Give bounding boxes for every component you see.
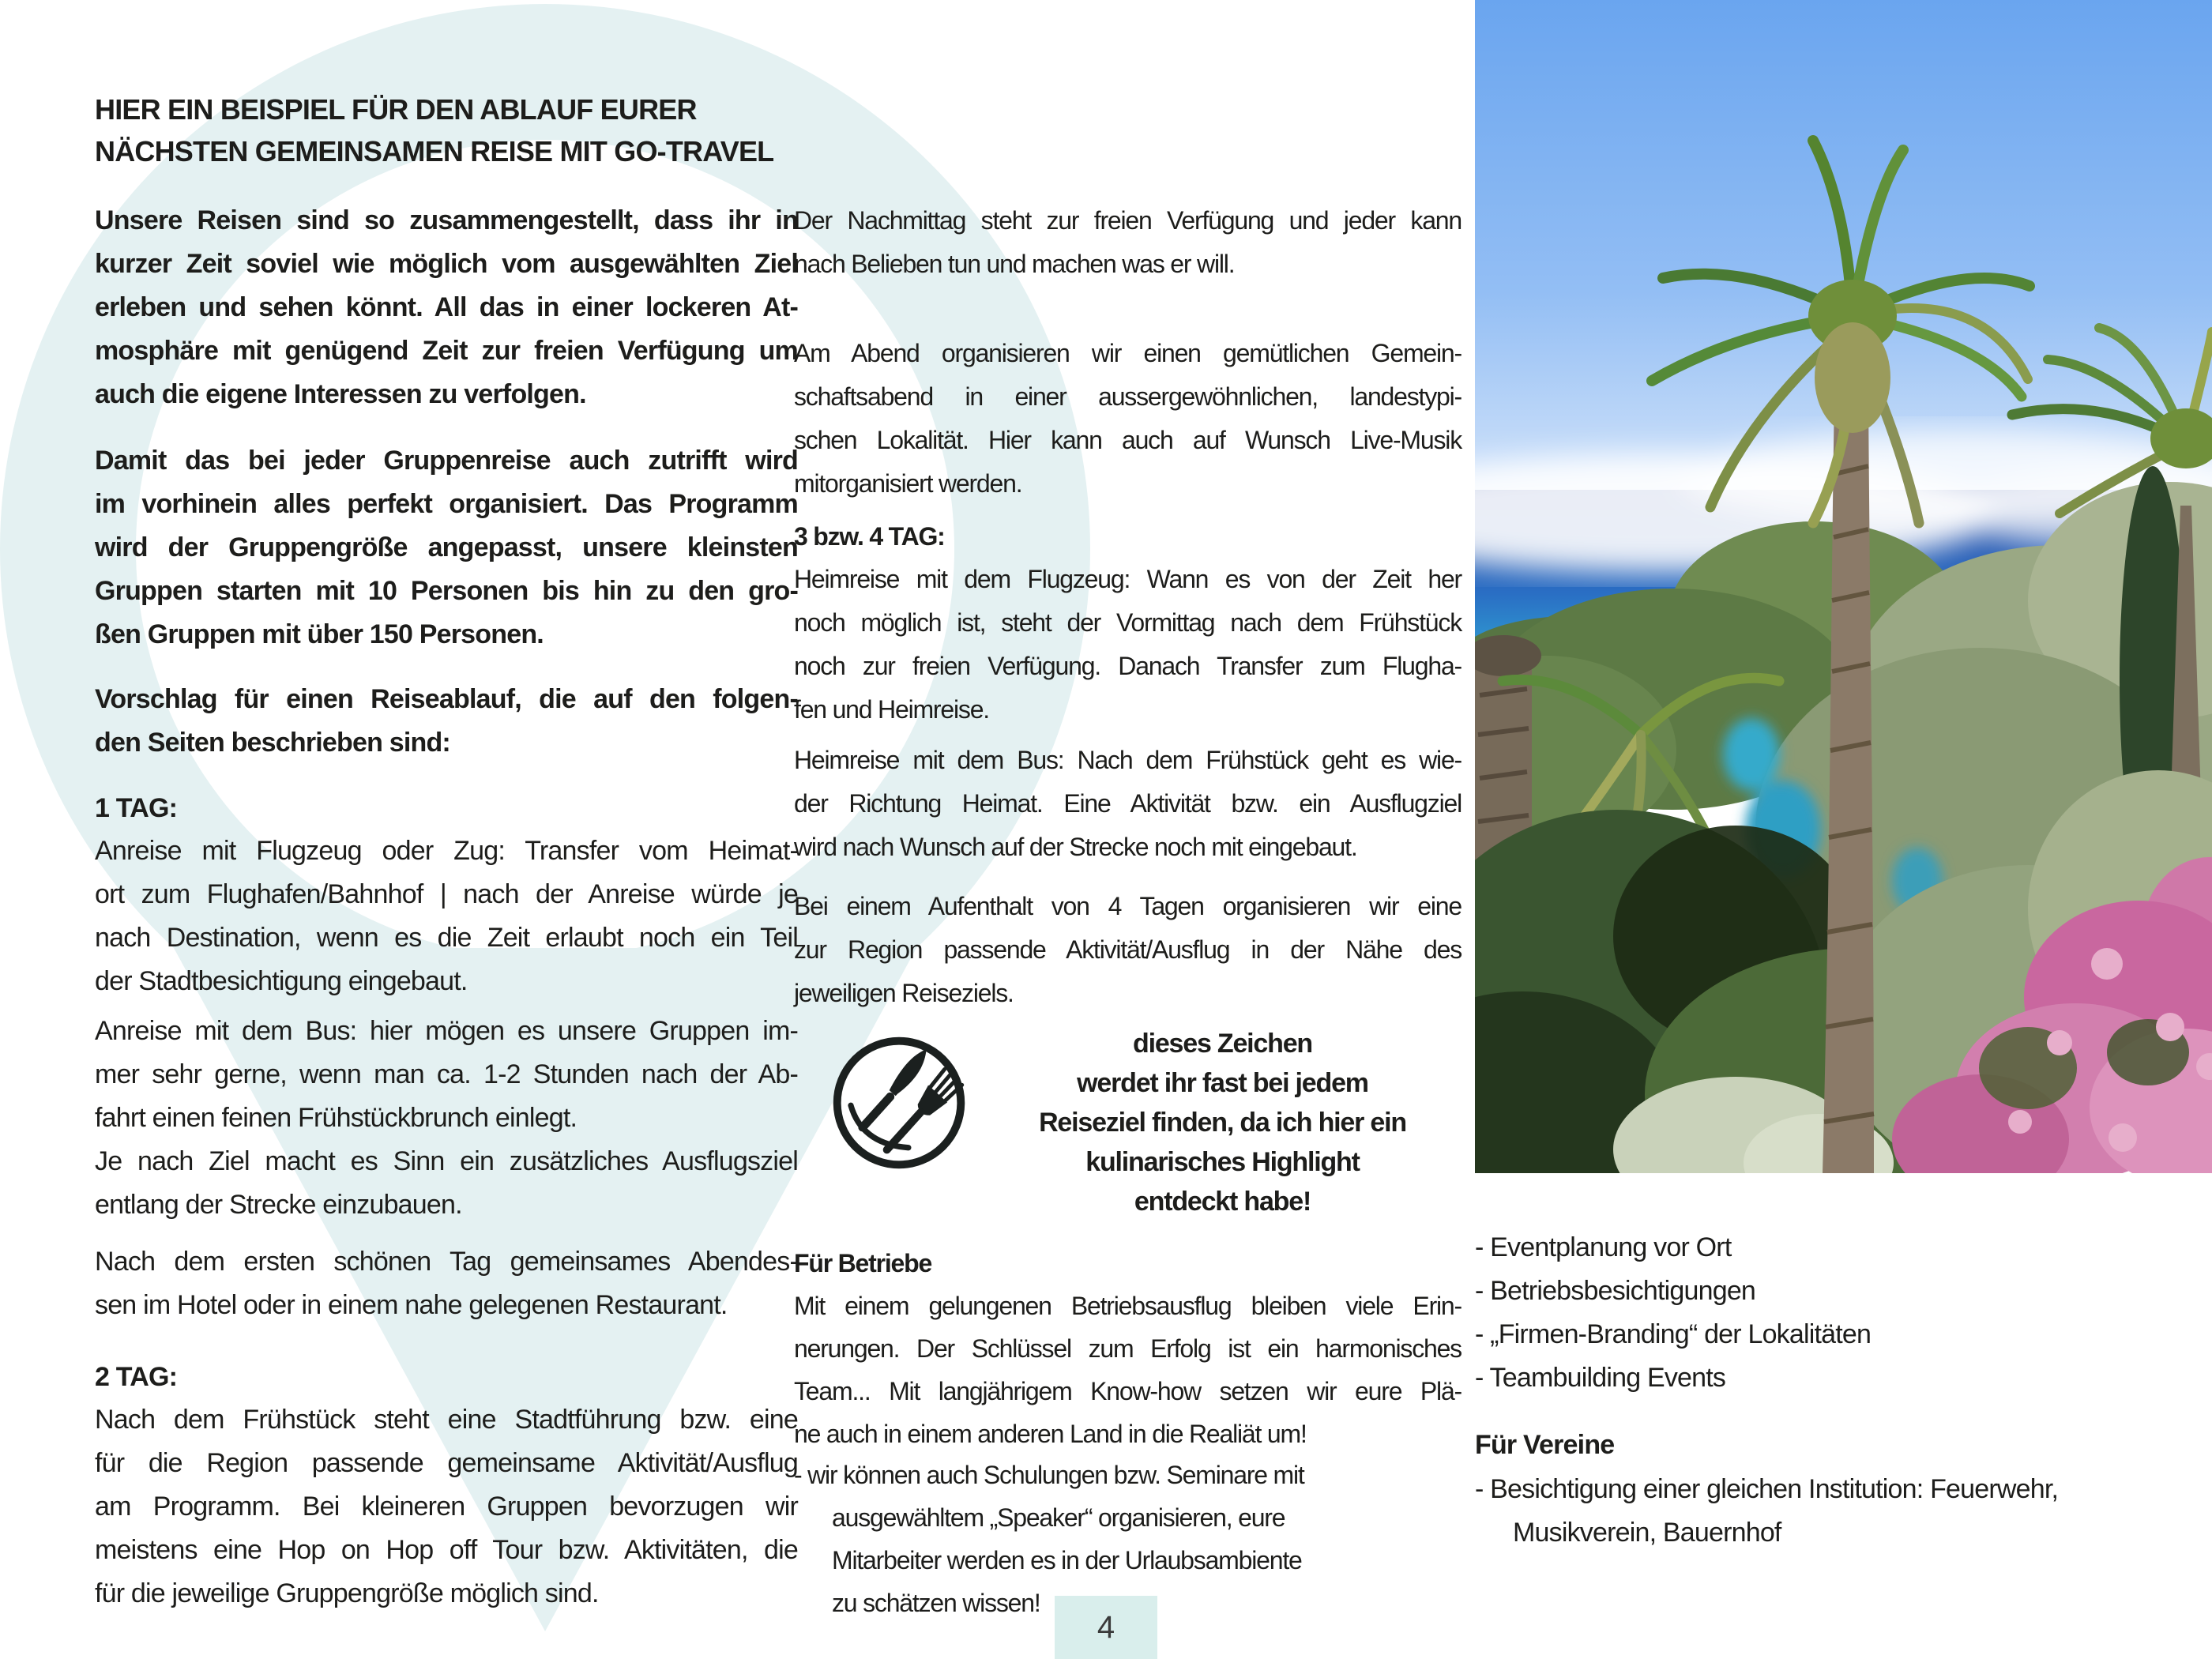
text-line: NÄCHSTEN GEMEINSAMEN REISE MIT GO-TRAVEL: [95, 135, 774, 167]
text-line: Für Betriebe: [794, 1249, 932, 1277]
text-line: Am Abend organisieren wir einen gemütlichen Gemein-: [794, 339, 1462, 367]
stay4days-paragraph: [794, 885, 1462, 1015]
day1-dinner: [95, 1240, 798, 1327]
text-line: der Stadtbesichtigung eingebaut.: [95, 966, 468, 996]
day2-paragraph: [95, 1398, 798, 1616]
text-line: fen und Heimreise.: [794, 695, 989, 724]
text-line: zu schätzen wissen!: [832, 1589, 1040, 1617]
text-line: jeweiligen Reiseziels.: [794, 979, 1014, 1007]
text-line: ßen Gruppen mit über 150 Personen.: [95, 619, 544, 649]
text-line: HIER EIN BEISPIEL FÜR DEN ABLAUF EURER: [95, 93, 697, 126]
text-line: zur Region passende Aktivität/Ausflug in der Nähe des: [794, 935, 1462, 964]
text-line: nerungen. Der Schlüssel zum Erfolg ist ein harmonisches: [794, 1334, 1462, 1363]
suggestion-paragraph: [95, 678, 798, 765]
text-line: wird nach Wunsch auf der Strecke noch mit eingebaut.: [794, 833, 1357, 861]
text-line: Der Nachmittag steht zur freien Verfügung und jeder kann: [794, 206, 1462, 235]
text-line: Unsere Reisen sind so zusammengestellt, dass ihr in: [95, 205, 798, 235]
day2-heading: [95, 1356, 798, 1399]
text-line: - „Firmen-Branding“ der Lokalitäten: [1475, 1319, 1872, 1349]
text-line: Team... Mit langjährigem Know-how setzen wir eure Plä-: [794, 1377, 1462, 1405]
text-line: - Betriebsbesichtigungen: [1475, 1276, 1756, 1306]
organisation-paragraph: [95, 439, 798, 656]
text-line: erleben und sehen könnt. All das in einer lockeren At-: [95, 292, 798, 322]
text-line: entlang der Strecke einzubauen.: [95, 1190, 462, 1220]
day34-heading: [794, 515, 1462, 559]
text-line: Vorschlag für einen Reiseablauf, die auf den folgen-: [95, 684, 798, 714]
text-line: sen im Hotel oder in einem nahe gelegenen Restaurant.: [95, 1290, 728, 1320]
text-line: Anreise mit Flugzeug oder Zug: Transfer vom Heimat-: [95, 836, 798, 866]
right-column: [1475, 0, 2202, 1659]
restaurant-icon: [828, 1032, 970, 1174]
text-line: schen Lokalität. Hier kann auch auf Wunsch Live-Musik: [794, 426, 1462, 454]
companies-paragraph: [794, 1285, 1462, 1455]
text-line: mosphäre mit genügend Zeit zur freien Verfügung um: [95, 336, 798, 366]
text-line: - Teambuilding Events: [1475, 1363, 1726, 1393]
text-line: am Programm. Bei kleineren Gruppen bevorzugen wir: [95, 1492, 798, 1522]
text-line: Mitarbeiter werden es in der Urlaubsambiente: [832, 1546, 1302, 1574]
text-line: Je nach Ziel macht es Sinn ein zusätzliches Ausflugsziel: [95, 1146, 798, 1176]
day1-heading: [95, 787, 798, 830]
text-line: 1 TAG:: [95, 793, 178, 823]
day34-bus: [794, 739, 1462, 869]
page-number: 4: [1097, 1609, 1115, 1645]
text-line: kulinarisches Highlight: [1085, 1147, 1360, 1177]
text-line: Gruppen starten mit 10 Personen bis hin zu den gro-: [95, 576, 798, 606]
text-line: Mit einem gelungenen Betriebsausflug bleiben viele Erin-: [794, 1292, 1462, 1320]
services-list: [1475, 1226, 2202, 1400]
text-line: mitorganisiert werden.: [794, 469, 1022, 498]
text-line: meistens eine Hop on Hop off Tour bzw. Aktivitäten, die: [95, 1535, 798, 1565]
text-line: dieses Zeichen: [1133, 1029, 1312, 1059]
text-line: auch die eigene Interessen zu verfolgen.: [95, 379, 586, 409]
page-title: [95, 88, 798, 172]
text-line: kurzer Zeit soviel wie möglich vom ausgewählten Ziel: [95, 249, 798, 279]
culinary-callout: [984, 1024, 1462, 1221]
text-line: Musikverein, Bauernhof: [1513, 1518, 1781, 1548]
text-line: Bei einem Aufenthalt von 4 Tagen organisieren wir eine: [794, 892, 1462, 920]
text-line: - wir können auch Schulungen bzw. Seminare mit: [794, 1461, 1304, 1489]
text-line: ort zum Flughafen/Bahnhof | nach der Anreise würde je: [95, 879, 798, 909]
text-line: Damit das bei jeder Gruppenreise auch zutrifft wird: [95, 446, 798, 476]
text-line: werdet ihr fast bei jedem: [1077, 1068, 1368, 1098]
text-line: ausgewähltem „Speaker“ organisieren, eure: [832, 1503, 1285, 1532]
text-line: nach Belieben tun und machen was er will.: [794, 250, 1235, 278]
left-column: [95, 0, 798, 1659]
text-line: Reiseziel finden, da ich hier ein: [1039, 1108, 1406, 1138]
text-line: noch zur freien Verfügung. Danach Transfer zum Flugha-: [794, 652, 1462, 680]
text-line: Für Vereine: [1475, 1430, 1615, 1460]
text-line: der Richtung Heimat. Eine Aktivität bzw. ein Ausflugziel: [794, 789, 1462, 818]
text-line: im vorhinein alles perfekt organisiert. Das Programm: [95, 489, 798, 519]
middle-column: [794, 0, 1462, 1659]
text-line: - Besichtigung einer gleichen Institution: Feuerwehr,: [1475, 1474, 2059, 1504]
text-line: Nach dem Frühstück steht eine Stadtführung bzw. eine: [95, 1405, 798, 1435]
text-line: noch möglich ist, steht der Vormittag nach dem Frühstück: [794, 608, 1462, 637]
text-line: 3 bzw. 4 TAG:: [794, 522, 945, 551]
clubs-bullet: [1475, 1468, 2202, 1555]
text-line: fahrt einen feinen Frühstückbrunch einlegt.: [95, 1103, 577, 1133]
clubs-heading: [1475, 1424, 2202, 1467]
text-line: Nach dem ersten schönen Tag gemeinsames Abendes-: [95, 1247, 798, 1277]
text-line: ne auch in einem anderen Land in die Realiät um!: [794, 1420, 1307, 1448]
text-line: - Eventplanung vor Ort: [1475, 1232, 1732, 1262]
text-line: entdeckt habe!: [1134, 1187, 1311, 1217]
text-line: den Seiten beschrieben sind:: [95, 728, 450, 758]
day1-arrival-plane: [95, 830, 798, 1003]
text-line: wird der Gruppengröße angepasst, unsere kleinsten: [95, 532, 798, 562]
intro-paragraph: [95, 199, 798, 416]
text-line: Heimreise mit dem Bus: Nach dem Frühstück geht es wie-: [794, 746, 1462, 774]
page-number-box: [1055, 1596, 1157, 1659]
text-line: für die Region passende gemeinsame Aktivität/Ausflug: [95, 1448, 798, 1478]
text-line: Heimreise mit dem Flugzeug: Wann es von der Zeit her: [794, 565, 1462, 593]
restaurant-icon-svg: [828, 1032, 970, 1174]
text-line: für die jeweilige Gruppengröße möglich sind.: [95, 1578, 599, 1608]
text-line: 2 TAG:: [95, 1362, 178, 1392]
text-line: Anreise mit dem Bus: hier mögen es unsere Gruppen im-: [95, 1016, 798, 1046]
afternoon-paragraph: [794, 199, 1462, 286]
companies-heading: [794, 1242, 1462, 1285]
text-line: mer sehr gerne, wenn man ca. 1-2 Stunden nach der Ab-: [95, 1059, 798, 1089]
day1-arrival-bus: [95, 1010, 798, 1227]
text-line: nach Destination, wenn es die Zeit erlaubt noch ein Teil: [95, 923, 798, 953]
evening-paragraph: [794, 332, 1462, 506]
day34-plane: [794, 558, 1462, 732]
text-line: schaftsabend in einer aussergewöhnlichen, landestypi-: [794, 382, 1462, 411]
